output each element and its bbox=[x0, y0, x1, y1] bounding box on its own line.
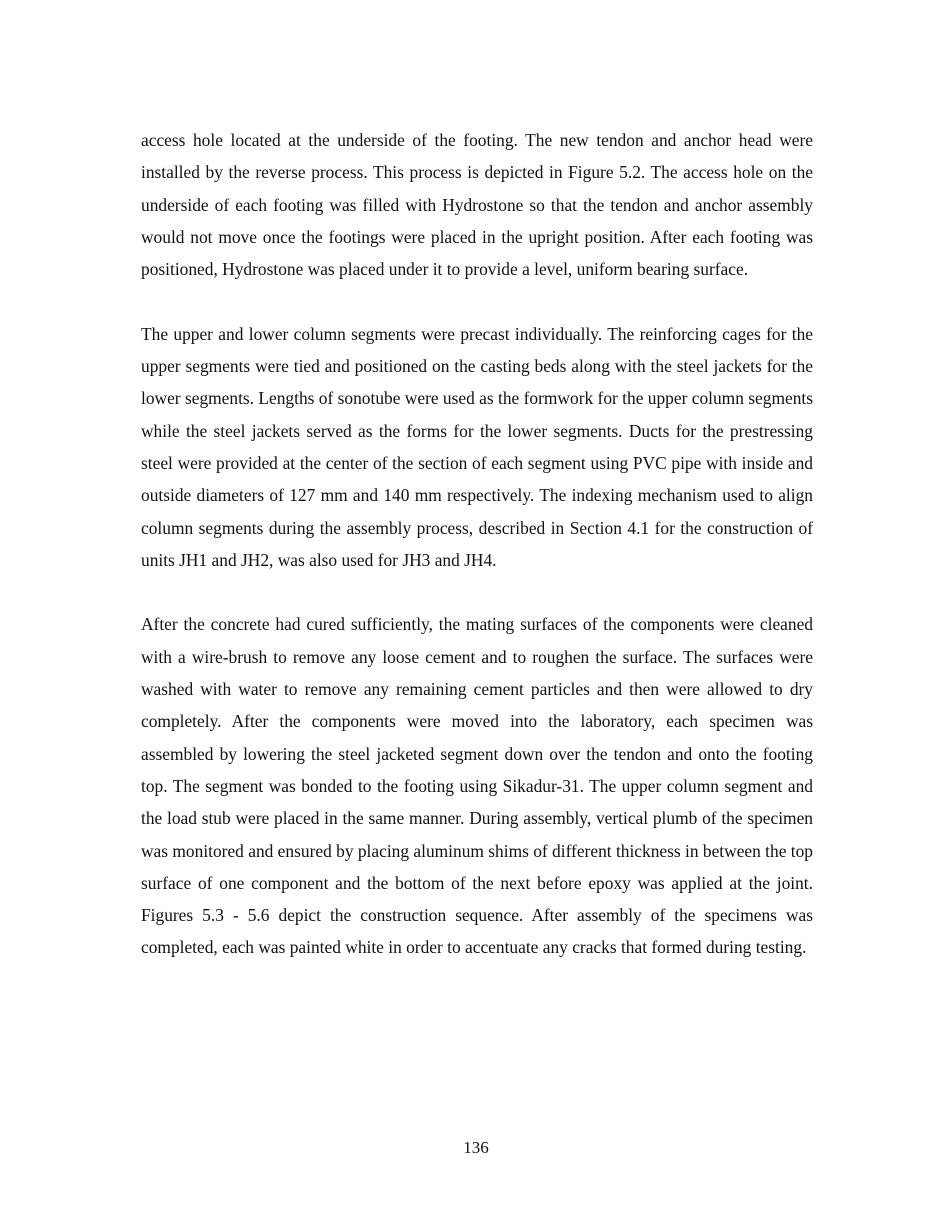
paragraph-tendon-replacement: access hole located at the underside of the footing. The new tendon and anchor head were installed by the reverse process. This process is depicted in Figure 5.2. The access hole on the underside of each footing was filled with Hydrostone so that the tendon and anchor assembly would not move once the footings were placed in the upright position. After each footing was positioned, Hydrostone was placed under it to provide a level, uniform bearing surface. bbox=[141, 130, 813, 280]
body-text bbox=[141, 124, 813, 996]
page-number: 136 bbox=[463, 1138, 489, 1157]
paragraph-assembly: After the concrete had cured sufficiently, the mating surfaces of the components were cleaned with a wire-brush to remove any loose cement and to roughen the surface. The surfaces were washed with water to remove any remaining cement particles and then were allowed to dry completely. After the components were moved into the laboratory, each specimen was assembled by lowering the steel jacketed segment down over the tendon and onto the footing top. The segment was bonded to the footing using Sikadur-31. The upper column segment and the load stub were placed in the same manner. During assembly, vertical plumb of the specimen was monitored and ensured by placing aluminum shims of different thickness in between the top surface of one component and the bottom of the next before epoxy was applied at the joint. Figures 5.3 - 5.6 depict the construction sequence. After assembly of the specimens was completed, each was painted white in order to accentuate any cracks that formed during testing. bbox=[141, 614, 813, 958]
paragraph-column-segments: The upper and lower column segments were precast individually. The reinforcing cages for the upper segments were tied and positioned on the casting beds along with the steel jackets for the lower segments. Lengths of sonotube were used as the formwork for the upper column segments while the steel jackets served as the forms for the lower segments. Ducts for the prestressing steel were provided at the center of the section of each segment using PVC pipe with inside and outside diameters of 127 mm and 140 mm respectively. The indexing mechanism used to align column segments during the assembly process, described in Section 4.1 for the construction of units JH1 and JH2, was also used for JH3 and JH4. bbox=[141, 323, 813, 570]
